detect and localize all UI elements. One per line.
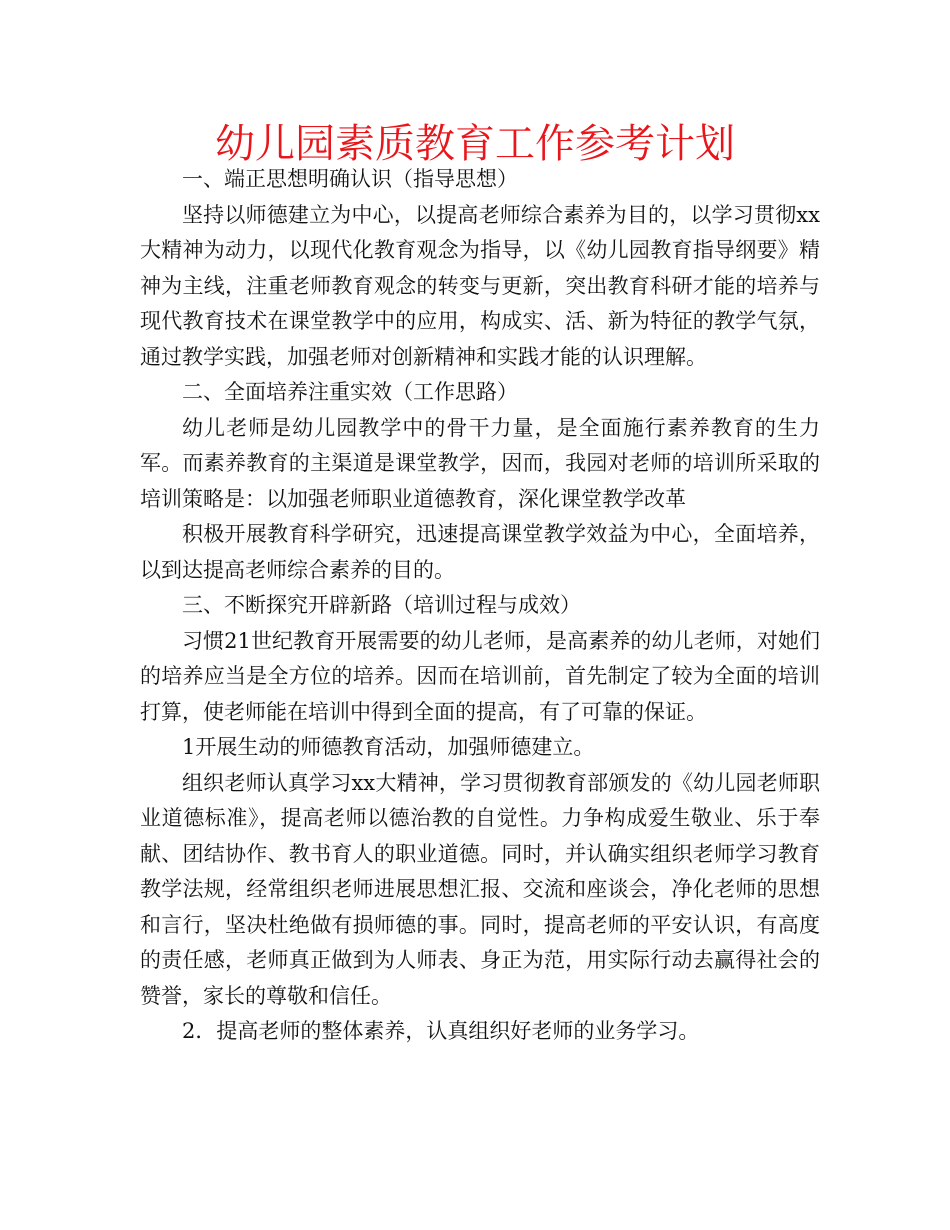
sub-heading-2: 2．提高老师的整体素养，认真组织好老师的业务学习。 (182, 1019, 700, 1043)
paragraph: 习惯21世纪教育开展需要的幼儿老师，是高素养的幼儿老师，对她们的培养应当是全方位的培养。因而在培训前，首先制定了较为全面的培训打算，使老师能在培训中得到全面的提高，有了可靠的保证。 (140, 628, 820, 724)
paragraph: 积极开展教育科学研究，迅速提高课堂教学效益为中心，全面培养，以到达提高老师综合素养的目的。 (140, 522, 820, 582)
sub-heading-1: 1开展生动的师德教育活动，加强师德建立。 (182, 735, 595, 759)
paragraph: 组织老师认真学习xx大精神，学习贯彻教育部颁发的《幼儿园老师职业道德标准》，提高老师以德治教的自觉性。力争构成爱生敬业、乐于奉献、团结协作、教书育人的职业道德。同时，并认确实组织老师学习教育教学法规，经常组织老师进展思想汇报、交流和座谈会，净化老师的思想和言行，坚决杜绝做有损师德的事。同时，提高老师的平安认识，有高度的责任感，老师真正做到为人师表、身正为范，用实际行动去赢得社会的赞誉，家长的尊敬和信任。 (140, 770, 820, 1008)
document-title: 幼儿园素质教育工作参考计划 (215, 121, 735, 167)
section-heading-2: 二、全面培养注重实效（工作思路） (182, 380, 518, 404)
section-heading-3: 三、不断探究开辟新路（培训过程与成效） (182, 593, 581, 617)
section-heading-1: 一、端正思想明确认识（指导思想） (182, 167, 518, 191)
paragraph: 坚持以师德建立为中心，以提高老师综合素养为目的，以学习贯彻xx大精神为动力，以现代化教育观念为指导，以《幼儿园教育指导纲要》精神为主线，注重老师教育观念的转变与更新，突出教育科研才能的培养与现代教育技术在课堂教学中的应用，构成实、活、新为特征的教学气氛，通过教学实践，加强老师对创新精神和实践才能的认识理解。 (140, 202, 820, 369)
paragraph: 幼儿老师是幼儿园教学中的骨干力量，是全面施行素养教育的生力军。而素养教育的主渠道是课堂教学，因而，我园对老师的培训所采取的培训策略是：以加强老师职业道德教育，深化课堂教学改革 (140, 415, 820, 511)
document-body (140, 162, 820, 1050)
